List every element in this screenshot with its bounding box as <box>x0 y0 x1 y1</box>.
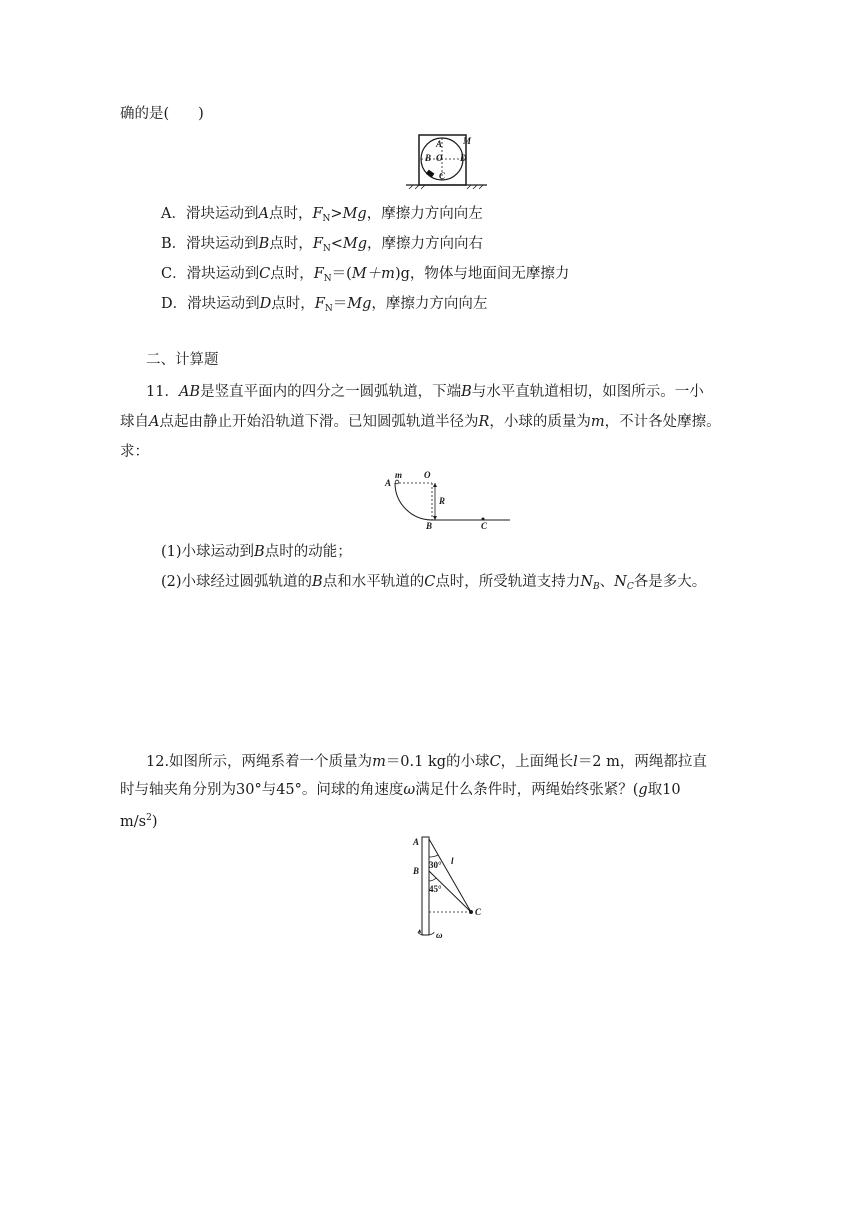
q10-option-d: D．滑块运动到D点时，$F_N=Mg$，摩擦力方向向左 <box>161 296 488 314</box>
q10-label-C: C <box>439 171 446 181</box>
q10-label-O: O <box>436 153 443 163</box>
q12-line-3: $m/s^2$) <box>120 813 158 830</box>
q11-line-1: 11．AB是竖直平面内的四分之一圆弧轨道，下端B与水平直轨道相切，如图所示。一小 <box>146 384 704 400</box>
q11-label-B: B <box>426 521 433 531</box>
q10-label-A: A <box>436 139 443 149</box>
q10-option-a: A．滑块运动到A点时，$F_N>Mg$，摩擦力方向向左 <box>161 206 483 224</box>
q11-label-O: O <box>424 470 431 480</box>
q10-figure <box>405 133 490 193</box>
q12-figure <box>380 835 490 945</box>
q11-label-m: m <box>395 470 403 480</box>
q11-line-2: 球自A点起由静止开始沿轨道下滑。已知圆弧轨道半径为R，小球的质量为m，不计各处摩擦。 <box>120 414 721 430</box>
q10-label-B: B <box>425 153 432 163</box>
q12-label-l: l <box>451 856 454 866</box>
q10-label-M: M <box>463 136 472 146</box>
q12-line-2: 时与轴夹角分别为30°与45°。问球的角速度ω满足什么条件时，两绳始终张紧？(g取10 <box>120 782 681 798</box>
q12-label-B: B <box>413 866 420 876</box>
q11-line-3: 求： <box>120 444 149 460</box>
section-title: 二、计算题 <box>146 352 219 368</box>
q12-label-C: C <box>475 907 482 917</box>
q10-stem-tail: 确的是( ) <box>120 106 204 122</box>
q10-option-b: B．滑块运动到B点时，$F_N<Mg$，摩擦力方向向右 <box>161 236 484 254</box>
q11-sub-1: (1)小球运动到B点时的动能； <box>161 544 352 560</box>
q11-label-R: R <box>439 496 446 506</box>
q12-label-A: A <box>413 837 420 847</box>
q11-label-C: C <box>481 521 488 531</box>
q11-figure <box>375 472 515 532</box>
q11-sub-2: (2)小球经过圆弧轨道的B点和水平轨道的C点时，所受轨道支持力$N_B$、$N_C$各是多大。 <box>161 574 707 592</box>
q10-option-c: C．滑块运动到C点时，$F_N=(M+m)g$，物体与地面间无摩擦力 <box>161 266 570 284</box>
q12-label-omega: ω <box>436 930 443 940</box>
q11-label-A: A <box>385 478 392 488</box>
q12-label-30: 30° <box>429 860 442 870</box>
q12-label-45: 45° <box>429 884 442 894</box>
q12-line-1: 12.如图所示，两绳系着一个质量为m＝0.1 kg的小球C，上面绳长l＝2 m，两绳都拉直 <box>146 754 707 770</box>
q10-label-D: D <box>460 153 467 163</box>
